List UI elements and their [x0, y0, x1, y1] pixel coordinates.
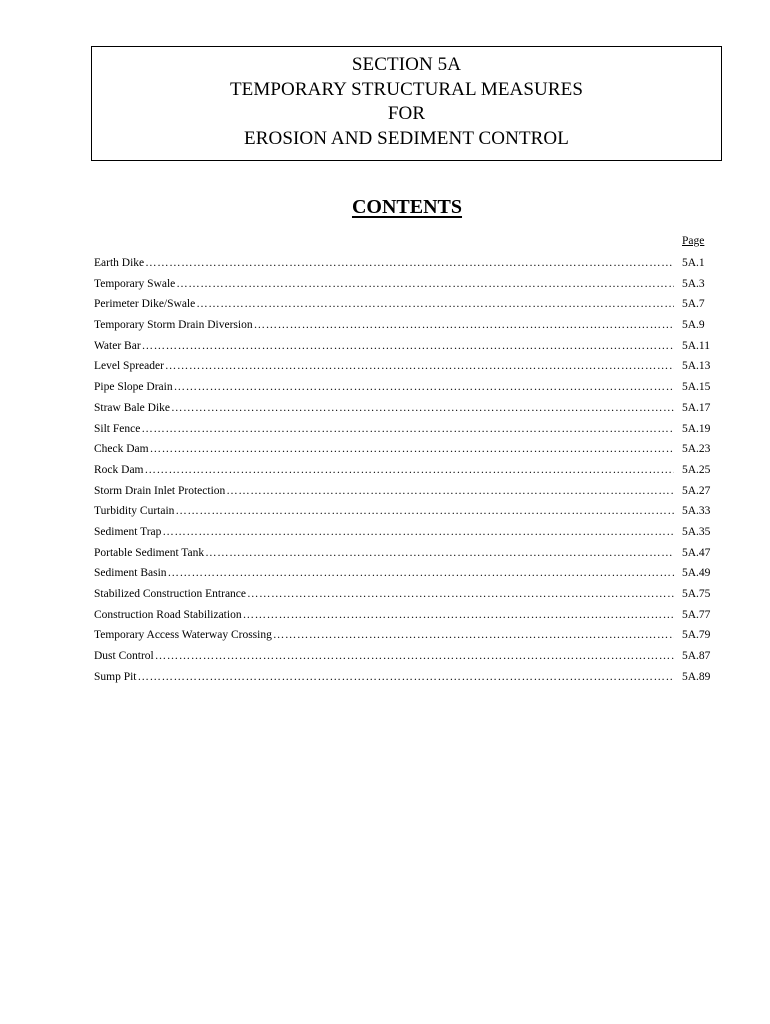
- toc-entry[interactable]: [94, 377, 714, 398]
- toc-entry-title: Perimeter Dike/Swale: [94, 298, 196, 311]
- toc-dot-leader: [145, 253, 674, 274]
- toc-entry[interactable]: [94, 336, 714, 357]
- toc-entry-title: Construction Road Stabilization: [94, 608, 242, 621]
- toc-entry-title: Dust Control: [94, 650, 154, 663]
- toc-entry[interactable]: [94, 584, 714, 605]
- toc-entry-title: Turbidity Curtain: [94, 505, 175, 518]
- toc-dot-leader: [165, 356, 674, 377]
- toc-entry-page: 5A.27: [682, 484, 711, 497]
- toc-entry-page: 5A.47: [682, 546, 711, 559]
- toc-entry-title: Rock Dam: [94, 463, 144, 476]
- toc-entry-title: Portable Sediment Tank: [94, 546, 205, 559]
- toc-entry-title: Sediment Trap: [94, 525, 162, 538]
- toc-dot-leader: [205, 543, 674, 564]
- toc-entry[interactable]: [94, 563, 714, 584]
- toc-entry-page: 5A.89: [682, 670, 711, 683]
- toc-entry[interactable]: [94, 356, 714, 377]
- toc-dot-leader: [247, 584, 674, 605]
- toc-entry-title: Earth Dike: [94, 257, 145, 269]
- toc-entry-page: 5A.19: [682, 422, 711, 435]
- section-title-connector: FOR: [387, 103, 426, 124]
- toc-entry-page: 5A.1: [682, 257, 705, 269]
- toc-entry-title: Pipe Slope Drain: [94, 381, 173, 394]
- section-title: TEMPORARY STRUCTURAL MEASURES: [229, 78, 584, 100]
- section-title-box: [91, 46, 722, 161]
- toc-entry[interactable]: [94, 460, 714, 481]
- toc-dot-leader: [141, 419, 674, 440]
- toc-entry[interactable]: [94, 501, 714, 522]
- toc-entry-page: 5A.77: [682, 608, 711, 621]
- table-of-contents: [94, 253, 714, 687]
- toc-entry[interactable]: [94, 625, 714, 646]
- section-subtitle: EROSION AND SEDIMENT CONTROL: [244, 127, 569, 149]
- toc-entry-title: Temporary Storm Drain Diversion: [94, 319, 253, 332]
- toc-dot-leader: [142, 336, 674, 357]
- toc-dot-leader: [155, 646, 674, 667]
- toc-entry-page: 5A.33: [682, 505, 711, 518]
- toc-dot-leader: [138, 667, 674, 688]
- contents-heading: CONTENTS: [351, 196, 463, 218]
- toc-entry-title: Straw Bale Dike: [94, 401, 171, 414]
- toc-entry-title: Stabilized Construction Entrance: [94, 588, 247, 600]
- toc-entry[interactable]: [94, 667, 714, 688]
- toc-dot-leader: [171, 398, 674, 419]
- toc-entry-title: Storm Drain Inlet Protection: [94, 484, 226, 497]
- toc-dot-leader: [176, 274, 674, 295]
- toc-entry[interactable]: [94, 646, 714, 667]
- toc-dot-leader: [162, 522, 674, 543]
- toc-entry[interactable]: [94, 274, 714, 295]
- toc-entry-page: 5A.23: [682, 443, 711, 456]
- toc-entry-page: 5A.13: [682, 360, 711, 373]
- section-number: SECTION 5A: [351, 54, 462, 75]
- toc-entry-title: Sediment Basin: [94, 567, 167, 580]
- toc-entry[interactable]: [94, 419, 714, 440]
- toc-dot-leader: [254, 315, 674, 336]
- toc-entry-page: 5A.11: [682, 339, 711, 352]
- toc-entry[interactable]: [94, 543, 714, 564]
- toc-entry[interactable]: [94, 315, 714, 336]
- toc-entry[interactable]: [94, 253, 714, 274]
- toc-entry[interactable]: [94, 481, 714, 502]
- toc-entry[interactable]: [94, 605, 714, 626]
- toc-entry-title: Silt Fence: [94, 422, 141, 435]
- toc-entry-title: Temporary Access Waterway Crossing: [94, 629, 272, 642]
- toc-entry-page: 5A.49: [682, 567, 711, 580]
- toc-dot-leader: [145, 460, 674, 481]
- toc-entry-title: Level Spreader: [94, 360, 164, 373]
- toc-entry-page: 5A.3: [682, 277, 705, 290]
- toc-entry[interactable]: [94, 294, 714, 315]
- toc-dot-leader: [196, 294, 674, 315]
- toc-dot-leader: [174, 377, 674, 398]
- toc-entry-title: Sump Pit: [94, 670, 137, 683]
- toc-entry-page: 5A.79: [682, 629, 711, 642]
- toc-entry-page: 5A.15: [682, 381, 711, 394]
- toc-entry-page: 5A.87: [682, 650, 711, 663]
- toc-entry[interactable]: [94, 398, 714, 419]
- toc-dot-leader: [175, 501, 674, 522]
- toc-dot-leader: [150, 439, 674, 460]
- toc-dot-leader: [226, 481, 674, 502]
- toc-dot-leader: [243, 605, 674, 626]
- toc-entry-page: 5A.17: [682, 401, 711, 414]
- toc-entry-page: 5A.7: [682, 298, 705, 311]
- toc-entry-title: Check Dam: [94, 443, 149, 456]
- toc-dot-leader: [273, 625, 674, 646]
- toc-entry-page: 5A.75: [682, 588, 711, 600]
- page-column-label: Page: [682, 235, 705, 247]
- toc-entry-title: Temporary Swale: [94, 277, 176, 290]
- toc-entry[interactable]: [94, 439, 714, 460]
- toc-entry-page: 5A.25: [682, 463, 711, 476]
- toc-entry-title: Water Bar: [94, 339, 141, 352]
- toc-dot-leader: [168, 563, 674, 584]
- toc-entry-page: 5A.35: [682, 525, 711, 538]
- toc-entry[interactable]: [94, 522, 714, 543]
- toc-entry-page: 5A.9: [682, 319, 705, 332]
